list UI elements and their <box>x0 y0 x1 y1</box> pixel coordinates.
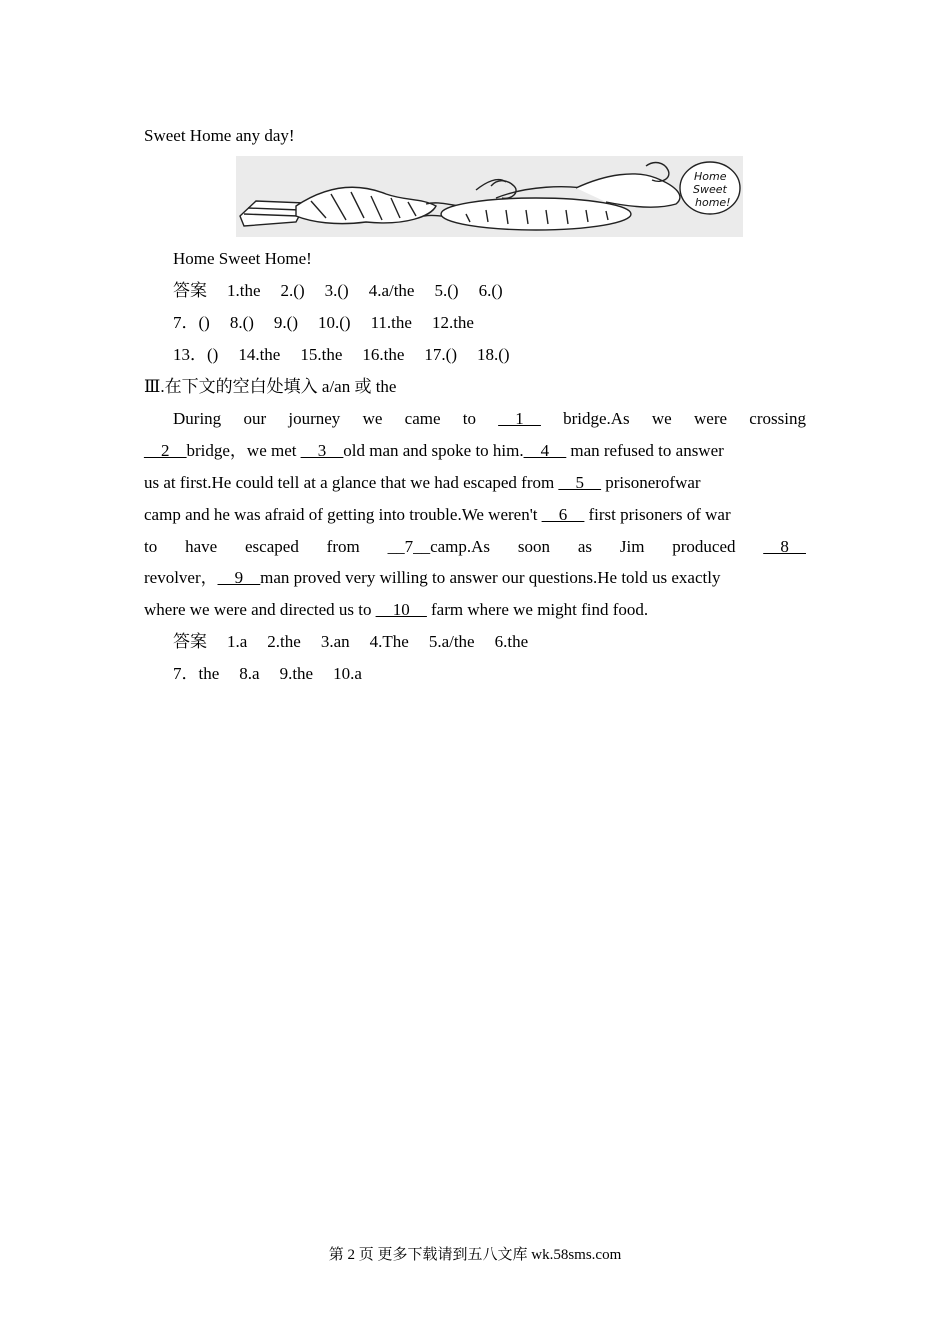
blank-2: __2__ <box>144 441 187 460</box>
cartoon-illustration <box>236 156 743 237</box>
blank-10: __10__ <box>375 600 427 619</box>
blank-6: __6__ <box>541 505 585 524</box>
passage-line-1: During our journey we came to __1__ bridge.As we were crossing <box>173 409 806 428</box>
answers1-row2: 7．() 8.() 9.() 10.() 11.the 12.the <box>173 313 474 332</box>
passage-line-5: to have escaped from __7__camp.As soon as Jim produced __8__ <box>144 537 806 556</box>
answers1-row3: 13．() 14.the 15.the 16.the 17.() 18.() <box>173 345 510 364</box>
answer-label: 答案 <box>173 632 207 651</box>
caption: Home Sweet Home! <box>173 249 312 268</box>
page-footer: 第 2 页 更多下载请到五八文库 wk.58sms.com <box>328 1247 622 1263</box>
blank-1: __1__ <box>498 409 541 428</box>
blank-8: __8__ <box>763 537 806 556</box>
passage-line-2: __2__bridge，we met __3__old man and spoke to him.__4__ man refused to answer <box>144 441 724 460</box>
section-title: Ⅲ.在下文的空白处填入 a/an 或 the <box>144 377 397 396</box>
passage-line-3: us at first.He could tell at a glance that we had escaped from __5__ prisonerofwar <box>144 473 701 492</box>
blank-3: __3__ <box>300 441 344 460</box>
blank-9: __9__ <box>217 568 261 587</box>
svg-text:home!: home! <box>695 196 731 209</box>
passage-line-4: camp and he was afraid of getting into trouble.We weren't __6__ first prisoners of war <box>144 505 731 524</box>
svg-text:Home: Home <box>694 170 727 183</box>
svg-text:Sweet: Sweet <box>693 183 727 196</box>
blank-5: __5__ <box>558 473 601 492</box>
answers2-row2: 7．the 8.a 9.the 10.a <box>173 664 362 683</box>
answers2-row1: 答案 1.a 2.the 3.an 4.The 5.a/the 6.the <box>173 632 529 651</box>
answers1-row1: 答案 1.the 2.() 3.() 4.a/the 5.() 6.() <box>173 281 503 300</box>
blank-7: __7__camp.As <box>387 537 491 556</box>
answer-label: 答案 <box>173 281 207 300</box>
passage-line-6: revolver，__9__man proved very willing to answer our questions.He told us exactly <box>144 568 721 587</box>
intro-line: Sweet Home any day! <box>144 126 295 145</box>
blank-4: __4__ <box>523 441 567 460</box>
passage-line-7: where we were and directed us to __10__ farm where we might find food. <box>144 600 649 619</box>
